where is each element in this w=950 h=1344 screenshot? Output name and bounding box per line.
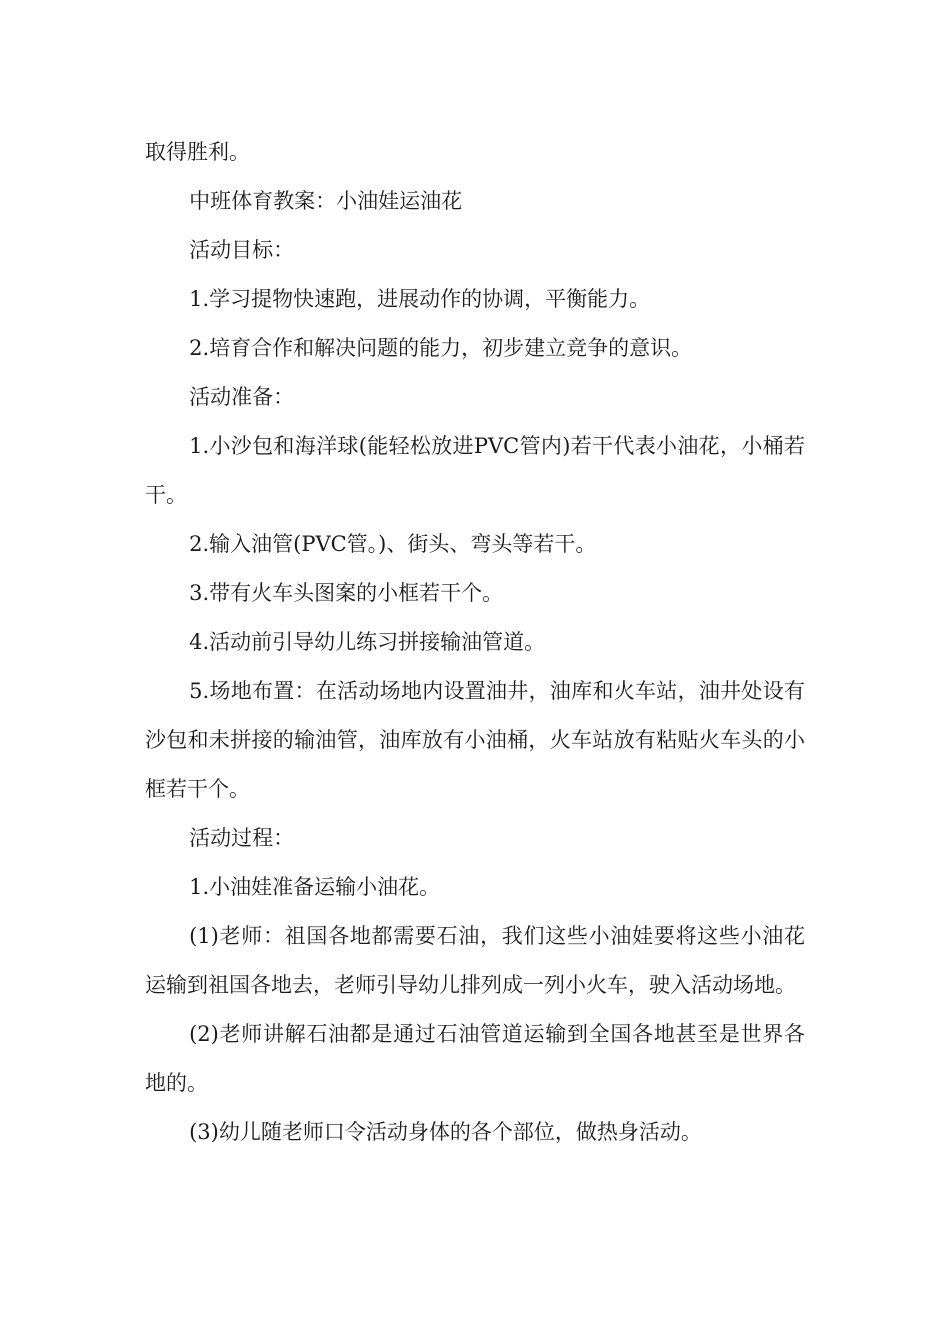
section-heading-goals: 活动目标：: [189, 238, 295, 262]
document-body: [145, 128, 805, 1157]
process-substep-2: (2)老师讲解石油都是通过石油管道运输到全国各地甚至是世界各地的。: [145, 1022, 805, 1095]
preparation-item-4: 4.活动前引导幼儿练习拼接输油管道。: [189, 630, 546, 654]
preparation-item-1: 1.小沙包和海洋球(能轻松放进PVC管内)若干代表小油花，小桶若干。: [145, 434, 805, 507]
paragraph-continuation: 取得胜利。: [145, 140, 250, 164]
process-substep-3: (3)幼儿随老师口令活动身体的各个部位，做热身活动。: [189, 1120, 702, 1144]
preparation-item-3: 3.带有火车头图案的小框若干个。: [189, 581, 504, 605]
process-step-1: 1.小油娃准备运输小油花。: [189, 875, 441, 899]
lesson-title: 中班体育教案：小油娃运油花: [189, 189, 463, 213]
section-heading-process: 活动过程：: [189, 826, 295, 850]
goal-item-2: 2.培育合作和解决问题的能力，初步建立竞争的意识。: [189, 336, 693, 360]
preparation-item-2: 2.输入油管(PVC管。)、街头、弯头等若干。: [189, 532, 597, 556]
preparation-item-5: 5.场地布置：在活动场地内设置油井，油库和火车站，油井处设有沙包和未拼接的输油管，油库放有小油桶，火车站放有粘贴火车头的小框若干个。: [145, 679, 805, 801]
section-heading-preparation: 活动准备：: [189, 385, 295, 409]
process-substep-1: (1)老师：祖国各地都需要石油，我们这些小油娃要将这些小油花运输到祖国各地去，老师引导幼儿排列成一列小火车，驶入活动场地。: [145, 924, 805, 997]
goal-item-1: 1.学习提物快速跑，进展动作的协调，平衡能力。: [189, 287, 651, 311]
